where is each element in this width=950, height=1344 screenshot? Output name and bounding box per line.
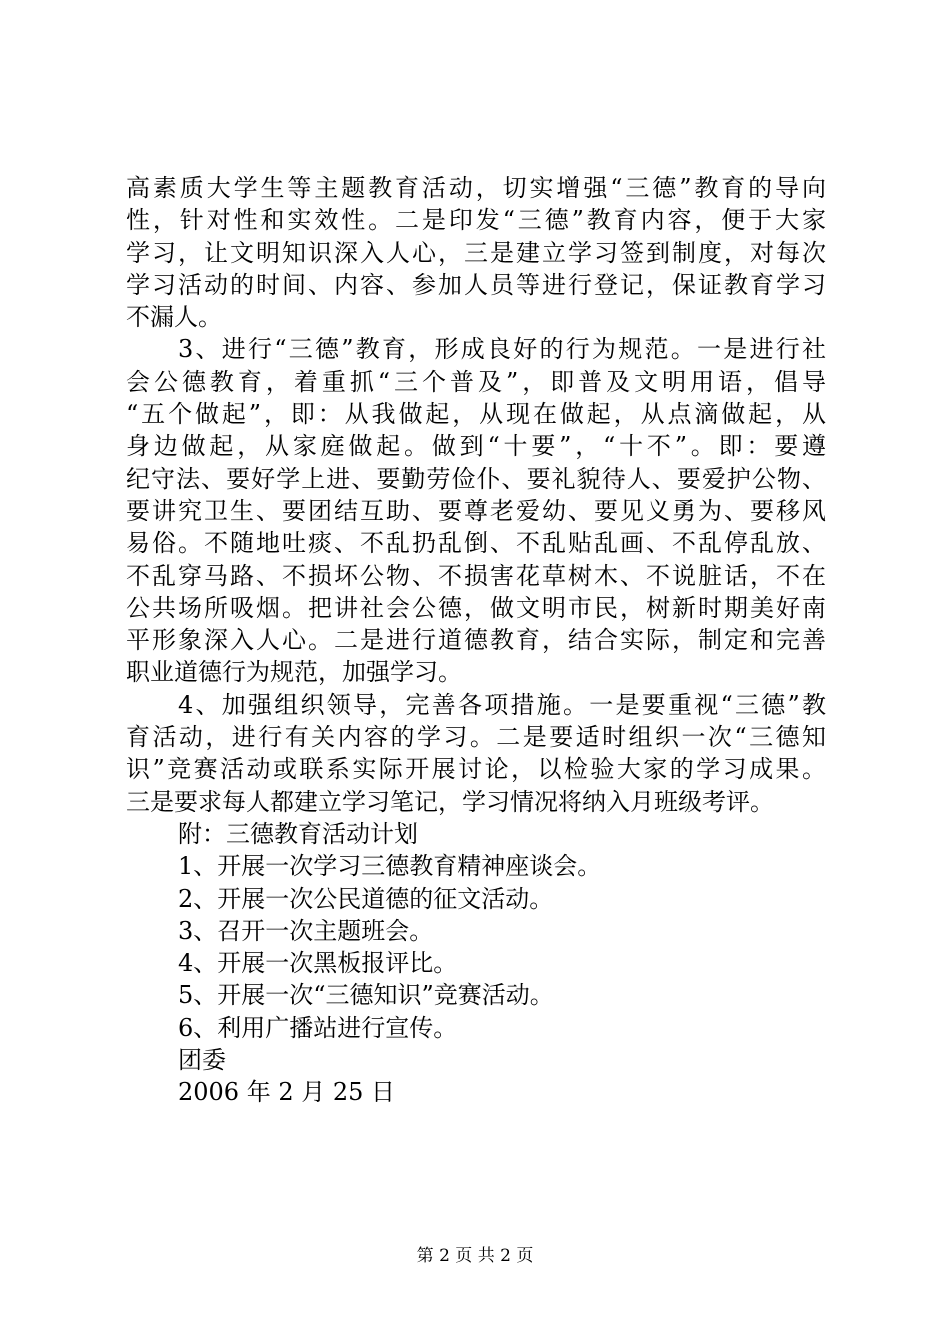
body-line: 平形象深入人心。二是进行道德教育，结合实际，制定和完善 bbox=[126, 626, 826, 655]
document-body bbox=[126, 172, 826, 1109]
body-line: 会公德教育，着重抓“三个普及”，即普及文明用语，倡导 bbox=[126, 367, 826, 396]
plan-item: 2、开展一次公民道德的征文活动。 bbox=[178, 884, 554, 913]
body-line: 学习活动的时间、内容、参加人员等进行登记，保证教育学习 bbox=[126, 270, 826, 299]
plan-item: 6、利用广播站进行宣传。 bbox=[178, 1013, 458, 1042]
body-line: 要讲究卫生、要团结互助、要尊老爱幼、要见义勇为、要移风 bbox=[126, 496, 826, 525]
body-line: “五个做起”，即：从我做起，从现在做起，从点滴做起，从 bbox=[126, 400, 826, 429]
body-line: 不乱穿马路、不损坏公物、不损害花草树木、不说脏话，不在 bbox=[126, 561, 826, 590]
body-line: 身边做起，从家庭做起。做到“十要”，“十不”。即：要遵 bbox=[126, 432, 826, 461]
attachment-title: 附：三德教育活动计划 bbox=[178, 819, 418, 848]
body-line: 学习，让文明知识深入人心，三是建立学习签到制度，对每次 bbox=[126, 238, 826, 267]
plan-item: 5、开展一次“三德知识”竞赛活动。 bbox=[178, 981, 554, 1010]
plan-item: 3、召开一次主题班会。 bbox=[178, 916, 434, 945]
body-line: 3、进行“三德”教育，形成良好的行为规范。一是进行社 bbox=[178, 335, 826, 364]
body-line: 4、加强组织领导，完善各项措施。一是要重视“三德”教 bbox=[178, 690, 826, 719]
body-line: 纪守法、要好学上进、要勤劳俭仆、要礼貌待人、要爱护公物、 bbox=[126, 464, 826, 493]
body-line: 不漏人。 bbox=[126, 303, 222, 332]
body-line: 职业道德行为规范，加强学习。 bbox=[126, 658, 462, 687]
body-line: 三是要求每人都建立学习笔记，学习情况将纳入月班级考评。 bbox=[126, 787, 774, 816]
body-line: 识”竞赛活动或联系实际开展讨论，以检验大家的学习成果。 bbox=[126, 755, 826, 784]
body-line: 公共场所吸烟。把讲社会公德，做文明市民，树新时期美好南 bbox=[126, 593, 826, 622]
page-footer: 第 2 页 共 2 页 bbox=[416, 1246, 534, 1266]
body-line: 易俗。不随地吐痰、不乱扔乱倒、不乱贴乱画、不乱停乱放、 bbox=[126, 529, 826, 558]
signature-org: 团委 bbox=[178, 1046, 226, 1075]
body-line: 育活动，进行有关内容的学习。二是要适时组织一次“三德知 bbox=[126, 723, 826, 752]
signature-date: 2006 年 2 月 25 日 bbox=[178, 1078, 396, 1107]
body-line: 性，针对性和实效性。二是印发“三德”教育内容，便于大家 bbox=[126, 206, 826, 235]
plan-item: 4、开展一次黑板报评比。 bbox=[178, 949, 458, 978]
plan-item: 1、开展一次学习三德教育精神座谈会。 bbox=[178, 852, 602, 881]
body-line: 高素质大学生等主题教育活动，切实增强“三德”教育的导向 bbox=[126, 174, 826, 202]
